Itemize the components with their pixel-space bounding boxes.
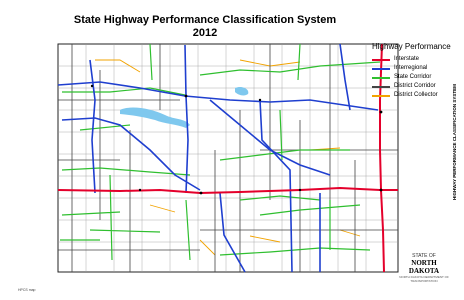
footer-note: HPCS map: [18, 288, 36, 292]
legend-label: District Collector: [394, 92, 438, 98]
stamp-line-1: STATE OF: [412, 253, 436, 259]
title-line-1: State Highway Performance Classification System: [73, 14, 337, 26]
legend-label: Interregional: [394, 65, 428, 71]
state-stamp: [396, 253, 452, 283]
title-line-2: 2012: [192, 27, 218, 39]
legend-heading: Highway Performance: [372, 42, 451, 51]
legend-label: State Corridor: [394, 74, 432, 80]
legend-swatch-interstate: [372, 59, 390, 61]
state-outline: [58, 44, 398, 272]
legend-item-interstate: [372, 55, 464, 64]
legend-swatch-district-corridor: [372, 86, 390, 88]
legend-item-state-corridor: [372, 73, 464, 82]
legend-item-district-collector: [372, 91, 464, 100]
side-title-text: HIGHWAY PERFORMANCE CLASSIFICATION SYSTEM: [452, 84, 457, 200]
legend-label: District Corridor: [394, 83, 436, 89]
legend-swatch-interregional: [372, 68, 390, 70]
legend-swatch-state-corridor: [372, 77, 390, 79]
legend-swatch-district-collector: [372, 95, 390, 97]
stamp-line-3: NORTH DAKOTA DEPARTMENT OF TRANSPORTATION: [399, 275, 449, 283]
legend-item-district-corridor: [372, 82, 464, 91]
legend-label: Interstate: [394, 56, 420, 62]
stamp-line-2: NORTH DAKOTA: [408, 259, 440, 275]
legend-item-interregional: [372, 64, 464, 73]
side-title: [452, 50, 462, 200]
map-legend: [372, 42, 464, 100]
